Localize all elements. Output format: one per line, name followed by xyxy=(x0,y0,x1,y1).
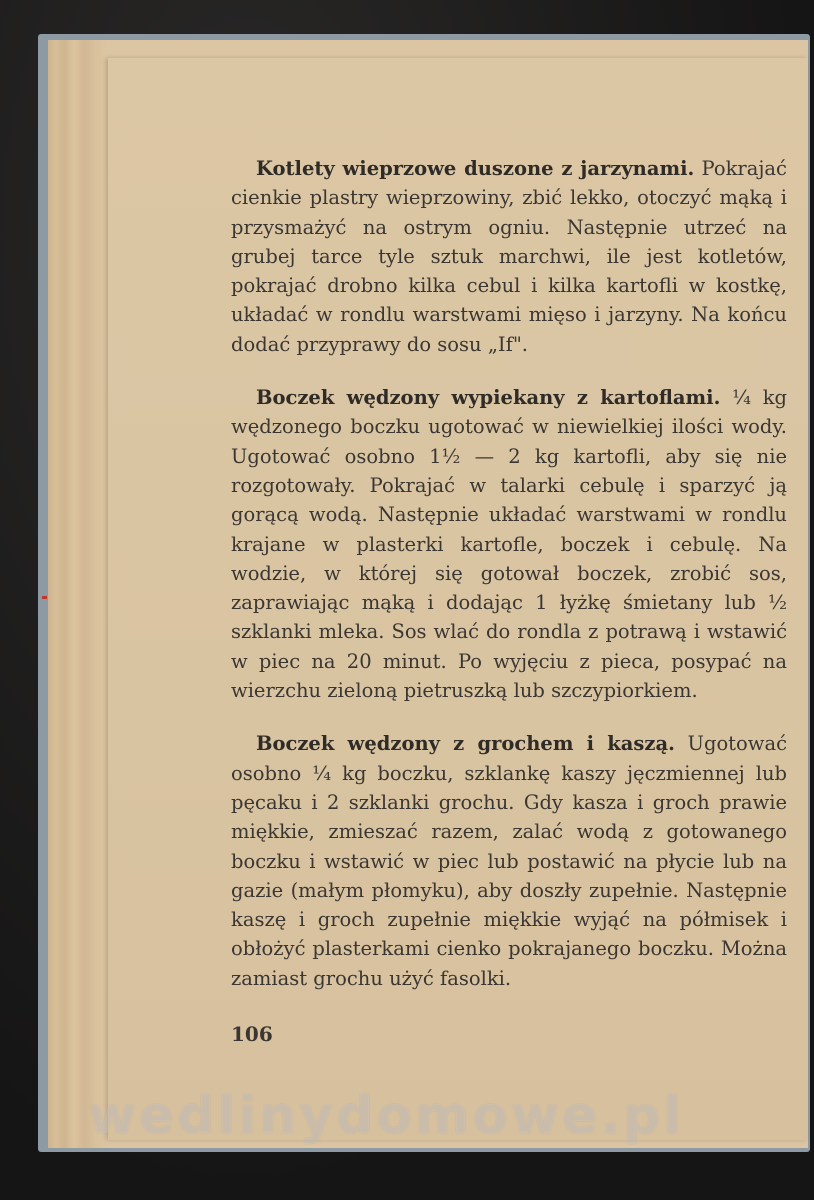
recipe-title: Boczek wędzony wypiekany z kartoflami. xyxy=(256,386,721,410)
watermark: wedlinydomowe.pl xyxy=(88,1086,685,1146)
recipe-paragraph xyxy=(231,383,787,705)
recipe-body: Ugotować osobno ¼ kg boczku, szklankę kaszy jęczmiennej lub pęcaku i 2 szklanki grochu. Gdy kasza i groch prawie miękkie, zmieszać razem, zalać wodą z gotowanego boczku i wstawić w piec lub postawić na płycie lub na gazie (małym płomyku), aby doszły zupełnie. Następnie kaszę i groch zupełnie miękkie wyjąć na półmisek i obłożyć plasterkami cienko pokrajanego boczku. Można zamiast grochu użyć fasolki. xyxy=(231,732,787,990)
recipe-title: Boczek wędzony z grochem i kaszą. xyxy=(256,732,675,756)
recipe-body: Pokrajać cienkie plastry wieprzowiny, zbić lekko, otoczyć mąką i przysmażyć na ostrym ogniu. Następnie utrzeć na grubej tarce tyle sztuk marchwi, ile jest kotletów, pokrajać drobno kilka cebul i kilka kartofli w kostkę, układać w rondlu warstwami mięso i jarzyny. Na końcu dodać przyprawy do sosu „If". xyxy=(231,157,787,356)
recipe-title: Kotlety wieprzowe duszone z jarzynami. xyxy=(256,157,695,180)
recipe-text xyxy=(231,154,787,1017)
recipe-body: ¼ kg wędzonego boczku ugotować w niewielkiej ilości wody. Ugotować osobno 1½ — 2 kg kartofli, aby się nie rozgotowały. Pokrajać w talarki cebulę i sparzyć ją gorącą wodą. Następnie układać warstwami w rondlu krajane w plasterki kartofle, boczek i cebulę. Na wodzie, w której się gotował boczek, zrobić sos, zaprawiając mąką i dodając 1 łyżkę śmietany lub ½ szklanki mleka. Sos wlać do rondla z potrawą i wstawić w piec na 20 minut. Po wyjęciu z pieca, posypać na wierzchu zieloną pietruszką lub szczypiorkiem. xyxy=(231,386,787,703)
page-number: 106 xyxy=(231,1022,273,1046)
recipe-paragraph xyxy=(231,154,787,359)
red-margin-mark xyxy=(42,596,47,599)
recipe-paragraph xyxy=(231,729,787,993)
